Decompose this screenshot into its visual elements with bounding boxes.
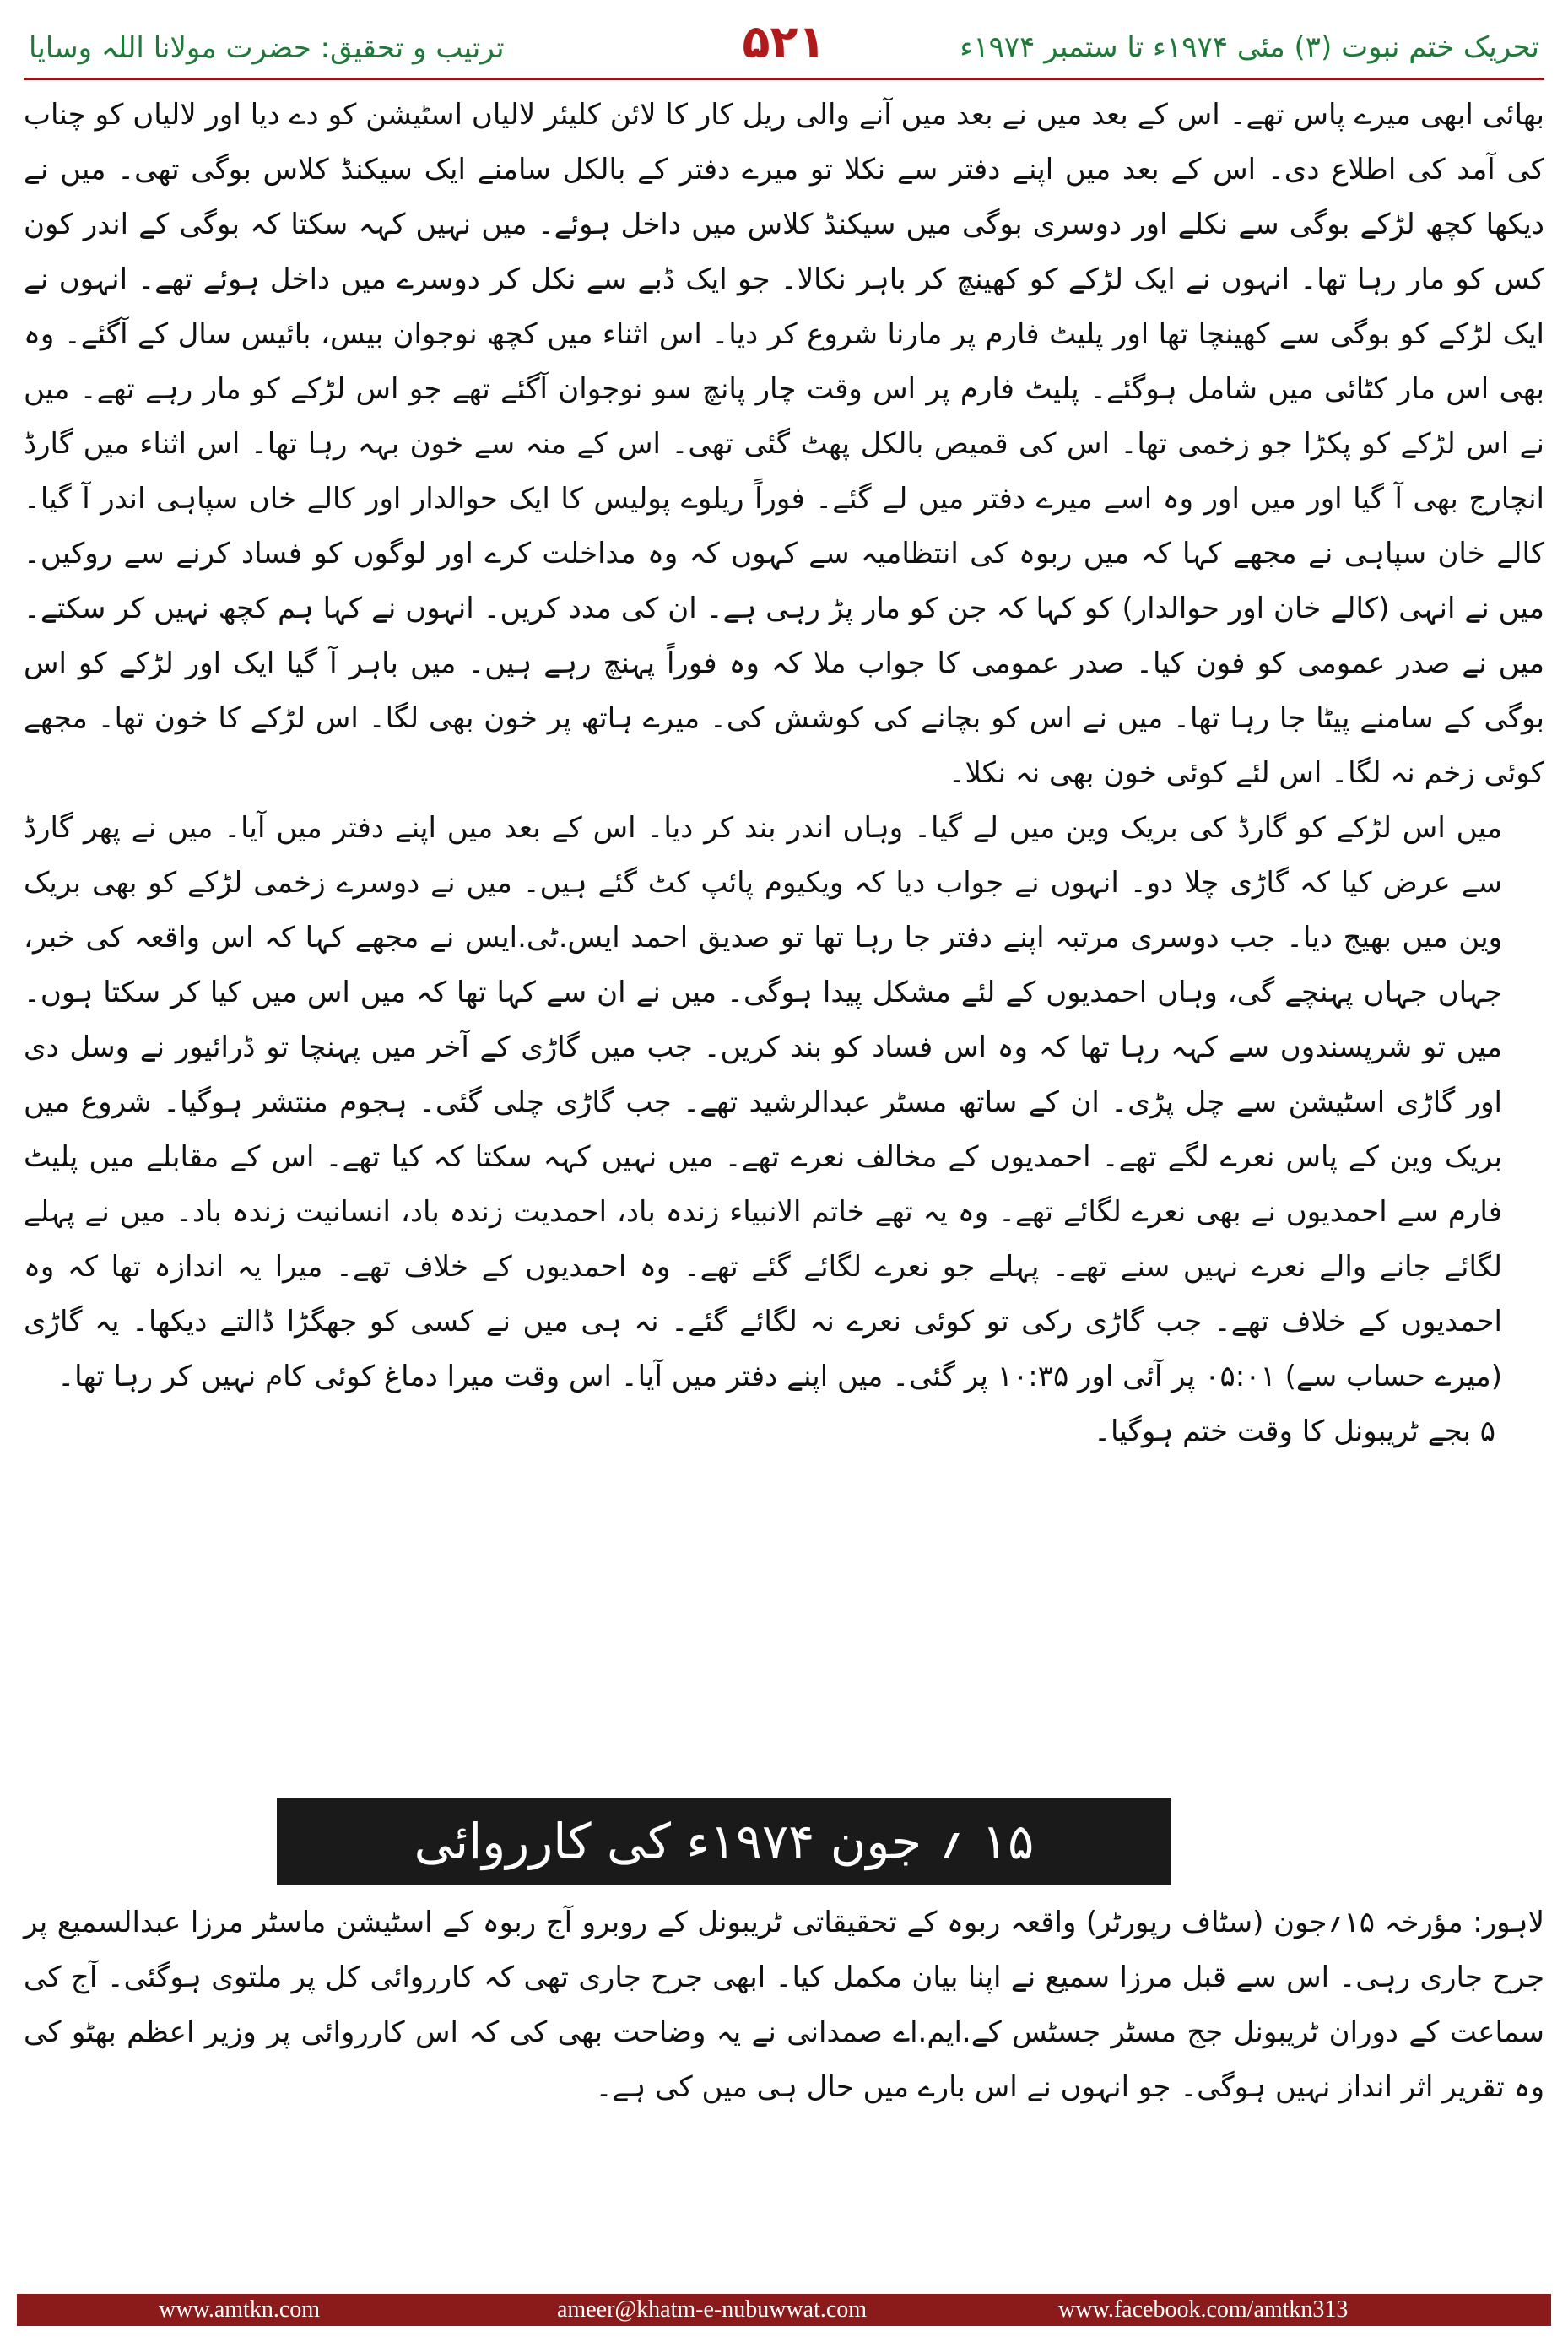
footer-email-link[interactable]: ameer@khatm-e-nubuwwat.com	[557, 2296, 868, 2323]
footer-facebook-link[interactable]: www.facebook.com/amtkn313	[1058, 2296, 1349, 2323]
paragraph-testimony-2: میں اس لڑکے کو گارڈ کی بریک وین میں لے گیا۔ وہاں اندر بند کر دیا۔ اس کے بعد میں اپنے دفتر میں آیا۔ میں نے پھر گارڈ سے عرض کیا کہ گاڑی چلا دو۔ انہوں نے جواب دیا کہ ویکیوم پائپ کٹ گئے ہیں۔ میں نے دوسرے زخمی لڑکے کو بھی بریک وین میں بھیج دیا۔ جب دوسری مرتبہ اپنے دفتر جا رہا تھا تو صدیق احمد ایس.ٹی.ایس نے مجھے کہا کہ اس واقعہ کی خبر، جہاں جہاں پہنچے گی، وہاں احمدیوں کے لئے مشکل پیدا ہوگی۔ میں نے ان سے کہا تھا کہ میں اس میں کیا کر سکتا ہوں۔ میں تو شرپسندوں سے کہہ رہا تھا کہ وہ اس فساد کو بند کریں۔ جب میں گاڑی کے آخر میں پہنچا تو ڈرائیور نے وسل دی اور گاڑی اسٹیشن سے چل پڑی۔ ان کے ساتھ مسٹر عبدالرشید تھے۔ جب گاڑی چلی گئی۔ ہجوم منتشر ہوگیا۔ شروع میں بریک وین کے پاس نعرے لگے تھے۔ احمدیوں کے مخالف نعرے تھے۔ میں نہیں کہہ سکتا کہ کیا تھے۔ اس کے مقابلے میں پلیٹ فارم سے احمدیوں نے بھی نعرے لگائے تھے۔ وہ یہ تھے خاتم الانبیاء زندہ باد، احمدیت زندہ باد، انسانیت زندہ باد۔ میں نے پہلے لگائے جانے والے نعرے نہیں سنے تھے۔ پہلے جو نعرے لگائے گئے تھے۔ وہ احمدیوں کے خلاف تھے۔ میرا یہ اندازہ تھا کہ وہ احمدیوں کے خلاف تھے۔ جب گاڑی رکی تو کوئی نعرے نہ لگائے گئے۔ نہ ہی میں نے کسی کو جھگڑا ڈالتے دیکھا۔ یہ گاڑی (میرے حساب سے) ۰۵:۰۱ پر آئی اور ۱۰:۳۵ پر گئی۔ میں اپنے دفتر میں آیا۔ اس وقت میرا دماغ کوئی کام نہیں کر رہا تھا۔	[24, 811, 1502, 1393]
paragraph-tribunal-close: ۵ بجے ٹریبونل کا وقت ختم ہوگیا۔	[1094, 1414, 1495, 1448]
page-number: ۵۲۱	[742, 15, 826, 68]
header-book-title: تحریک ختم نبوت (۳) مئی ۱۹۷۴ء تا ستمبر ۱۹۷۴ء	[960, 30, 1539, 64]
header-compiler: ترتیب و تحقیق: حضرت مولانا اللہ وسایا	[29, 31, 505, 65]
article-text	[24, 1896, 1544, 2115]
section-heading-box	[277, 1798, 1171, 1885]
footer-website-link[interactable]: www.amtkn.com	[159, 2296, 321, 2323]
header-divider	[24, 78, 1544, 80]
main-text	[24, 88, 1544, 1459]
paragraph-testimony-1: بھائی ابھی میرے پاس تھے۔ اس کے بعد میں نے بعد میں آنے والی ریل کار کا لائن کلیئر لالیاں اسٹیشن کو دے دیا اور لالیاں کو چناب کی آمد کی اطلاع دی۔ اس کے بعد میں اپنے دفتر سے نکلا تو میرے دفتر کے بالکل سامنے ایک سیکنڈ کلاس بوگی تھی۔ میں نے دیکھا کچھ لڑکے بوگی سے نکلے اور دوسری بوگی میں سیکنڈ کلاس میں داخل ہوئے۔ میں نہیں کہہ سکتا کہ بوگی کے اندر کون کس کو مار رہا تھا۔ انہوں نے ایک لڑکے کو کھینچ کر باہر نکالا۔ جو ایک ڈبے سے نکل کر دوسرے میں داخل ہوئے تھے۔ انہوں نے ایک لڑکے کو بوگی سے کھینچا تھا اور پلیٹ فارم پر مارنا شروع کر دیا۔ اس اثناء میں کچھ نوجوان بیس، بائیس سال کے آگئے۔ وہ بھی اس مار کٹائی میں شامل ہوگئے۔ پلیٹ فارم پر اس وقت چار پانچ سو نوجوان آگئے تھے جو اس لڑکے کو مار رہے تھے۔ میں نے اس لڑکے کو پکڑا جو زخمی تھا۔ اس کی قمیص بالکل پھٹ گئی تھی۔ اس کے منہ سے خون بہہ رہا تھا۔ اس اثناء میں گارڈ انچارج بھی آ گیا اور میں اور وہ اسے میرے دفتر میں لے گئے۔ فوراً ریلوے پولیس کا ایک حوالدار اور کالے خاں سپاہی اندر آ گیا۔ کالے خان سپاہی نے مجھے کہا کہ میں ربوہ کی انتظامیہ سے کہوں کہ وہ مداخلت کرے اور لوگوں کو فساد کرنے سے روکیں۔ میں نے انہی (کالے خان اور حوالدار) کو کہا کہ جن کو مار پڑ رہی ہے۔ ان کی مدد کریں۔ انہوں نے کہا ہم کچھ نہیں کر سکتے۔ میں نے صدر عمومی کو فون کیا۔ صدر عمومی کا جواب ملا کہ وہ فوراً پہنچ رہے ہیں۔ میں باہر آ گیا ایک اور لڑکے کو اس بوگی کے سامنے پیٹا جا رہا تھا۔ میں نے اس کو بچانے کی کوشش کی۔ میرے ہاتھ پر خون بھی لگا۔ اس لڑکے کا خون تھا۔ مجھے کوئی زخم نہ لگا۔ اس لئے کوئی خون بھی نہ نکلا۔	[24, 98, 1544, 790]
paragraph-news-report: لاہور: مؤرخہ ۱۵؍جون (سٹاف رپورٹر) واقعہ ربوہ کے تحقیقاتی ٹریبونل کے روبرو آج ربوہ کے اسٹیشن ماسٹر مرزا عبدالسمیع پر جرح جاری رہی۔ اس سے قبل مرزا سمیع نے اپنا بیان مکمل کیا۔ ابھی جرح جاری تھی کہ کارروائی کل پر ملتوی ہوگئی۔ آج کی سماعت کے دوران ٹریبونل جج مسٹر جسٹس کے.ایم.اے صمدانی نے یہ وضاحت بھی کی کہ اس کارروائی پر وزیر اعظم بھٹو کی وہ تقریر اثر انداز نہیں ہوگی۔ جو انہوں نے اس بارے میں حال ہی میں کی ہے۔	[24, 1906, 1544, 2104]
section-heading: ۱۵ ؍ جون ۱۹۷۴ء کی کارروائی	[414, 1813, 1035, 1870]
